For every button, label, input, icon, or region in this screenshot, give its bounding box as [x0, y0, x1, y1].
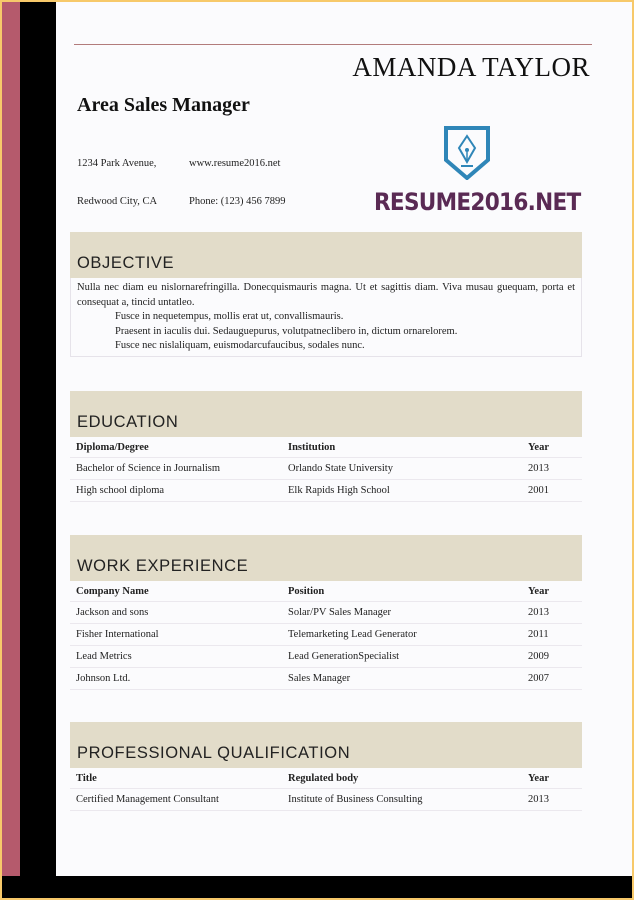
objective-line: Fusce in nequetempus, mollis erat ut, convallismauris. [115, 311, 344, 322]
objective-header [70, 232, 582, 278]
objective-paragraph: Nulla nec diam eu nislornarefringilla. Donecquismauris magna. Ut et sagittis diam. Viva musau guequam, porta et consequat a, tincid untatleo. [77, 282, 575, 308]
header-rule [74, 44, 592, 45]
table-row [70, 602, 582, 624]
column-header: Year [522, 581, 582, 602]
objective-line: Fusce nec nislaliquam, euismodarcufaucibus, sodales nunc. [115, 340, 365, 351]
table-header-row [70, 768, 582, 789]
education-section [70, 391, 582, 502]
table-cell: Lead Metrics [70, 646, 282, 668]
table-cell: 2013 [522, 458, 582, 480]
objective-body [70, 278, 582, 357]
column-header: Year [522, 437, 582, 458]
accent-stripe [2, 2, 20, 876]
education-header [70, 391, 582, 437]
column-header: Institution [282, 437, 522, 458]
table-row [70, 624, 582, 646]
address-line-2: Redwood City, CA [77, 196, 158, 207]
table-cell: Fisher International [70, 624, 282, 646]
pen-nib-shield-icon [444, 126, 490, 180]
objective-section [70, 232, 582, 357]
table-row [70, 668, 582, 690]
table-cell: 2013 [522, 602, 582, 624]
candidate-name: AMANDA TAYLOR [352, 52, 590, 82]
table-cell: Telemarketing Lead Generator [282, 624, 522, 646]
resume-page [56, 2, 632, 876]
objective-line: Praesent in iaculis dui. Sedauguepurus, volutpatneclibero in, dictum ornarelorem. [115, 325, 458, 337]
table-cell: Solar/PV Sales Manager [282, 602, 522, 624]
education-heading: EDUCATION [77, 413, 179, 431]
table-cell: Orlando State University [282, 458, 522, 480]
work-heading: WORK EXPERIENCE [77, 557, 249, 575]
table-cell: 2013 [522, 789, 582, 811]
table-row [70, 646, 582, 668]
qualification-header [70, 722, 582, 768]
table-cell: Institute of Business Consulting [282, 789, 522, 811]
table-cell: Bachelor of Science in Journalism [70, 458, 282, 480]
address-line-1: 1234 Park Avenue, [77, 158, 157, 169]
objective-heading: OBJECTIVE [77, 254, 175, 272]
table-cell: Sales Manager [282, 668, 522, 690]
table-row [70, 789, 582, 811]
qualification-table [70, 768, 582, 811]
table-cell: High school diploma [70, 480, 282, 502]
table-cell: 2011 [522, 624, 582, 646]
work-table [70, 581, 582, 690]
work-header [70, 535, 582, 581]
table-cell: Jackson and sons [70, 602, 282, 624]
table-cell: Johnson Ltd. [70, 668, 282, 690]
job-title: Area Sales Manager [77, 94, 250, 116]
table-cell: 2001 [522, 480, 582, 502]
table-cell: 2007 [522, 668, 582, 690]
table-cell: Certified Management Consultant [70, 789, 282, 811]
column-header: Position [282, 581, 522, 602]
phone-text: Phone: (123) 456 7899 [189, 196, 286, 207]
work-section [70, 535, 582, 690]
logo-text: RESUME2016.NET [374, 188, 581, 216]
table-cell: Elk Rapids High School [282, 480, 522, 502]
table-header-row [70, 437, 582, 458]
table-cell: 2009 [522, 646, 582, 668]
qualification-heading: PROFESSIONAL QUALIFICATION [77, 744, 351, 762]
column-header: Regulated body [282, 768, 522, 789]
education-table [70, 437, 582, 502]
website-text: www.resume2016.net [189, 158, 281, 169]
table-row [70, 458, 582, 480]
qualification-section [70, 722, 582, 811]
column-header: Title [70, 768, 282, 789]
column-header: Year [522, 768, 582, 789]
column-header: Diploma/Degree [70, 437, 282, 458]
table-header-row [70, 581, 582, 602]
table-cell: Lead GenerationSpecialist [282, 646, 522, 668]
column-header: Company Name [70, 581, 282, 602]
table-row [70, 480, 582, 502]
